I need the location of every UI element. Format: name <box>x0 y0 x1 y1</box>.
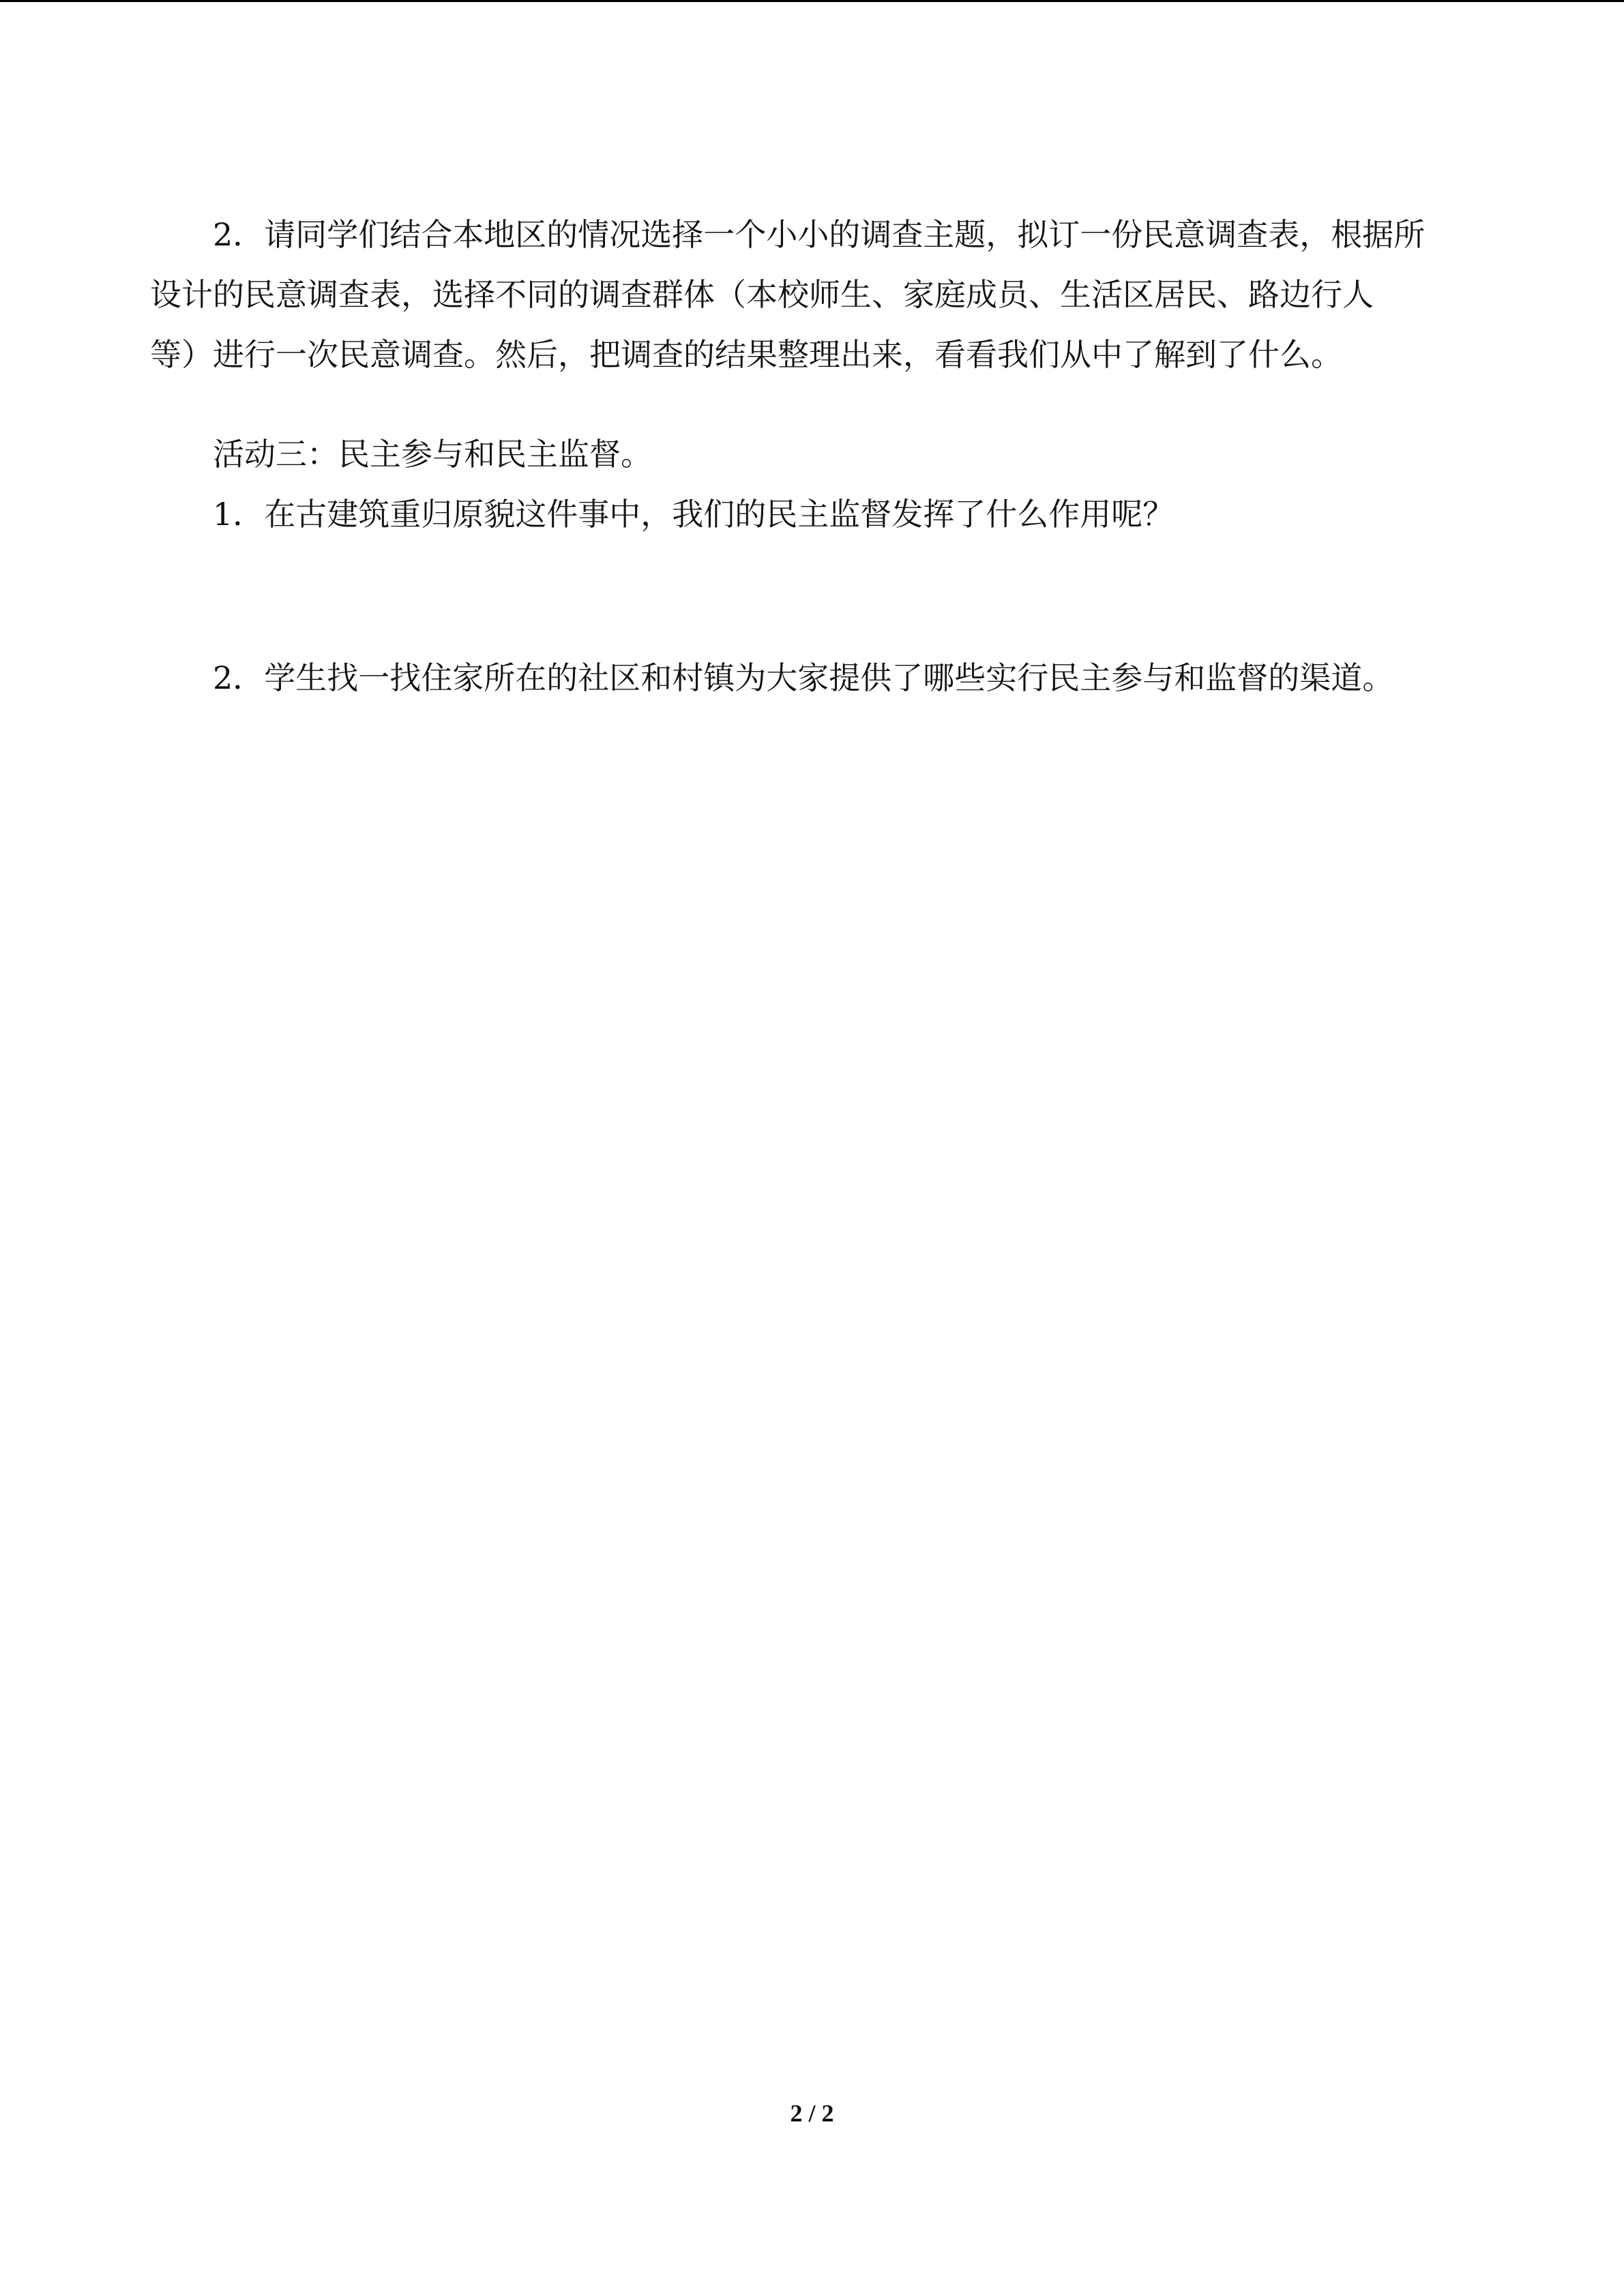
spacer <box>150 385 1487 424</box>
answer-space <box>150 544 1487 648</box>
activity-three-question-1: 1．在古建筑重归原貌这件事中，我们的民主监督发挥了什么作用呢？ <box>213 496 1175 533</box>
survey-paragraph-line-1: 2．请同学们结合本地区的情况选择一个小小的调查主题，拟订一份民意调查表，根据所 <box>213 216 1426 253</box>
survey-paragraph-line-3: 等）进行一次民意调查。然后，把调查的结果整理出来，看看我们从中了解到了什么。 <box>150 336 1342 373</box>
activity-three-title: 活动三：民主参与和民主监督。 <box>213 436 652 473</box>
survey-paragraph-line-2: 设计的民意调查表，选择不同的调查群体（本校师生、家庭成员、生活区居民、路边行人 <box>150 276 1374 313</box>
document-body <box>150 205 1487 708</box>
page-number: 2 / 2 <box>790 2100 834 2127</box>
activity-three-question-2: 2．学生找一找住家所在的社区和村镇为大家提供了哪些实行民主参与和监督的渠道。 <box>213 659 1394 696</box>
page-top-border <box>0 0 1624 2</box>
survey-paragraph <box>150 205 1487 385</box>
